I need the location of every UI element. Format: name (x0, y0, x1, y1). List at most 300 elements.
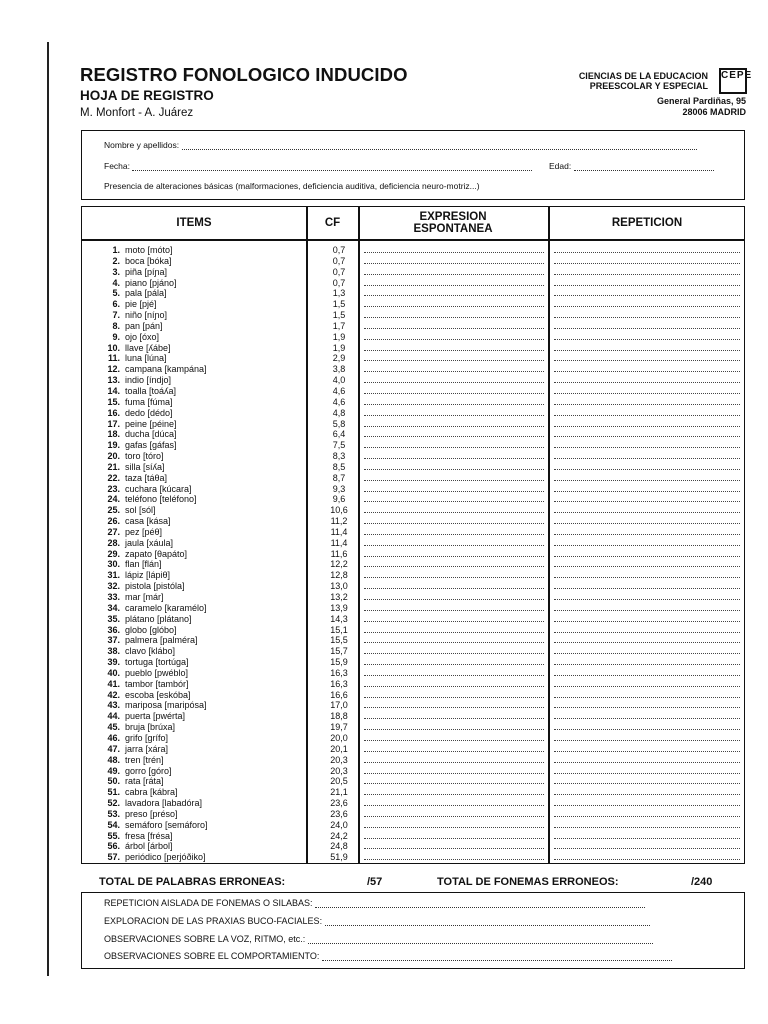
item-word: pie [pjé] (125, 299, 157, 310)
expresion-field[interactable] (364, 697, 544, 698)
repeticion-field[interactable] (554, 415, 740, 416)
expresion-field[interactable] (364, 707, 544, 708)
item-cf: 20,3 (330, 754, 348, 765)
item-word: sol [sól] (125, 505, 156, 516)
expresion-field[interactable] (364, 371, 544, 372)
expresion-field[interactable] (364, 469, 544, 470)
item-number: 25. (107, 505, 120, 516)
item-word: boca [bóka] (125, 255, 172, 266)
item-word: cuchara [kúcara] (125, 483, 192, 494)
col-header-cf: CF (324, 217, 341, 229)
page-margin-line (47, 42, 49, 976)
repeticion-field[interactable] (554, 382, 740, 383)
repeticion-field[interactable] (554, 805, 740, 806)
table-row (82, 733, 744, 744)
item-number: 6. (112, 299, 120, 310)
expresion-field[interactable] (364, 729, 544, 730)
item-number: 9. (112, 331, 120, 342)
item-word: indio [índjo] (125, 375, 172, 386)
expresion-field[interactable] (364, 675, 544, 676)
item-word: tortuga [tortúga] (125, 657, 189, 668)
repeticion-field[interactable] (554, 773, 740, 774)
expresion-field[interactable] (364, 773, 544, 774)
item-word: plátano [plátano] (125, 613, 192, 624)
repeticion-field[interactable] (554, 263, 740, 264)
table-row (82, 787, 744, 798)
expresion-field[interactable] (364, 783, 544, 784)
repeticion-field[interactable] (554, 848, 740, 849)
item-word: periódico [perjóðiko] (125, 852, 206, 863)
item-cf: 9,6 (332, 494, 346, 505)
item-number: 38. (107, 646, 120, 657)
item-word: cabra [kábra] (125, 787, 178, 798)
repeticion-field[interactable] (554, 371, 740, 372)
name-row (104, 140, 697, 150)
item-word: mariposa [maripósa] (125, 700, 207, 711)
repeticion-field[interactable] (554, 686, 740, 687)
table-row (82, 635, 744, 646)
table-row (82, 321, 744, 332)
repeticion-field[interactable] (554, 306, 740, 307)
expresion-field[interactable] (364, 632, 544, 633)
expresion-field[interactable] (364, 491, 544, 492)
repeticion-field[interactable] (554, 469, 740, 470)
item-cf: 15,7 (330, 646, 348, 657)
repeticion-field[interactable] (554, 632, 740, 633)
table-row (82, 711, 744, 722)
expresion-field[interactable] (364, 447, 544, 448)
item-word: luna [lúna] (125, 353, 167, 364)
item-number: 10. (107, 342, 120, 353)
col-header-items: ITEMS (176, 217, 212, 229)
item-word: grifo [grífo] (125, 732, 169, 743)
item-number: 2. (112, 255, 120, 266)
item-number: 43. (107, 700, 120, 711)
table-row (82, 766, 744, 777)
expresion-field[interactable] (364, 686, 544, 687)
repeticion-field[interactable] (554, 285, 740, 286)
repeticion-field[interactable] (554, 360, 740, 361)
repeticion-field[interactable] (554, 610, 740, 611)
repeticion-field[interactable] (554, 491, 740, 492)
table-row (82, 451, 744, 462)
expresion-field[interactable] (364, 523, 544, 524)
table-row (82, 332, 744, 343)
table-row (82, 852, 744, 863)
date-row (104, 161, 532, 171)
table-row (82, 364, 744, 375)
table-row (82, 288, 744, 299)
item-word: lápiz [lápiθ] (125, 570, 171, 581)
expresion-field[interactable] (364, 577, 544, 578)
item-number: 36. (107, 624, 120, 635)
table-row (82, 581, 744, 592)
form-subtitle: HOJA DE REGISTRO (80, 88, 214, 103)
item-word: globo [glóbo] (125, 624, 177, 635)
item-number: 11. (107, 353, 120, 364)
expresion-field[interactable] (364, 610, 544, 611)
expresion-field[interactable] (364, 740, 544, 741)
repeticion-field[interactable] (554, 642, 740, 643)
repeticion-field[interactable] (554, 252, 740, 253)
item-cf: 6,4 (332, 429, 346, 440)
table-row (82, 559, 744, 570)
repeticion-field[interactable] (554, 599, 740, 600)
expresion-field[interactable] (364, 556, 544, 557)
repeticion-field[interactable] (554, 621, 740, 622)
item-number: 54. (107, 819, 120, 830)
repeticion-field[interactable] (554, 859, 740, 860)
item-word: gorro [góro] (125, 765, 172, 776)
table-row (82, 473, 744, 484)
expresion-field[interactable] (364, 718, 544, 719)
repeticion-field[interactable] (554, 664, 740, 665)
expresion-field[interactable] (364, 588, 544, 589)
table-row (82, 256, 744, 267)
item-number: 52. (107, 798, 120, 809)
repeticion-field[interactable] (554, 534, 740, 535)
expresion-field[interactable] (364, 859, 544, 860)
table-row (82, 538, 744, 549)
item-cf: 4,0 (332, 375, 346, 386)
expresion-field[interactable] (364, 263, 544, 264)
item-cf: 5,8 (332, 418, 346, 429)
header-divider (82, 239, 744, 241)
item-cf: 1,9 (332, 342, 346, 353)
table-row (82, 646, 744, 657)
item-word: bruja [brúxa] (125, 722, 176, 733)
item-cf: 8,7 (332, 472, 346, 483)
table-row (82, 375, 744, 386)
repeticion-field[interactable] (554, 751, 740, 752)
item-cf: 14,3 (330, 613, 348, 624)
observation-field[interactable] (325, 917, 650, 926)
item-word: taza [táθa] (125, 472, 168, 483)
item-cf: 15,9 (330, 657, 348, 668)
table-row (82, 245, 744, 256)
item-cf: 20,5 (330, 776, 348, 787)
item-cf: 24,0 (330, 819, 348, 830)
expresion-field[interactable] (364, 501, 544, 502)
alterations-row (104, 181, 480, 191)
table-row (82, 744, 744, 755)
table-row (82, 820, 744, 831)
expresion-field[interactable] (364, 599, 544, 600)
table-row (82, 625, 744, 636)
item-cf: 20,0 (330, 732, 348, 743)
expresion-field[interactable] (364, 664, 544, 665)
date-field[interactable] (132, 162, 532, 171)
expresion-field[interactable] (364, 382, 544, 383)
col-header-expresion: EXPRESION ESPONTANEA (413, 211, 493, 235)
totals-row (99, 876, 739, 892)
item-word: puerta [pwérta] (125, 711, 186, 722)
expresion-field[interactable] (364, 360, 544, 361)
item-number: 22. (107, 472, 120, 483)
item-cf: 1,9 (332, 331, 346, 342)
item-cf: 11,4 (330, 537, 348, 548)
repeticion-field[interactable] (554, 653, 740, 654)
item-number: 39. (107, 657, 120, 668)
item-word: preso [préso] (125, 808, 178, 819)
item-cf: 8,5 (332, 461, 346, 472)
item-number: 42. (107, 689, 120, 700)
repeticion-field[interactable] (554, 339, 740, 340)
total-words-max: /57 (367, 876, 383, 888)
table-row (82, 440, 744, 451)
item-number: 19. (107, 440, 120, 451)
item-number: 24. (107, 494, 120, 505)
name-field[interactable] (182, 141, 697, 150)
repeticion-field[interactable] (554, 317, 740, 318)
item-cf: 16,3 (330, 667, 348, 678)
expresion-field[interactable] (364, 285, 544, 286)
repeticion-field[interactable] (554, 707, 740, 708)
repeticion-field[interactable] (554, 718, 740, 719)
observation-line (104, 916, 650, 926)
table-row (82, 267, 744, 278)
repeticion-field[interactable] (554, 458, 740, 459)
publisher-name (579, 71, 708, 91)
repeticion-field[interactable] (554, 675, 740, 676)
expresion-field[interactable] (364, 339, 544, 340)
table-row (82, 690, 744, 701)
item-number: 7. (112, 310, 120, 321)
item-word: piano [pjáno] (125, 277, 177, 288)
item-cf: 4,8 (332, 407, 346, 418)
item-word: moto [móto] (125, 245, 173, 255)
table-row (82, 299, 744, 310)
expresion-field[interactable] (364, 751, 544, 752)
item-word: pala [pála] (125, 288, 167, 299)
table-row (82, 494, 744, 505)
expresion-field[interactable] (364, 252, 544, 253)
repeticion-field[interactable] (554, 827, 740, 828)
item-cf: 15,5 (330, 635, 348, 646)
repeticion-field[interactable] (554, 740, 740, 741)
item-number: 44. (107, 711, 120, 722)
table-row (82, 353, 744, 364)
expresion-field[interactable] (364, 436, 544, 437)
item-word: pan [pán] (125, 320, 163, 331)
expresion-field[interactable] (364, 805, 544, 806)
item-number: 12. (107, 364, 120, 375)
expresion-field[interactable] (364, 653, 544, 654)
table-row (82, 722, 744, 733)
publisher-address (657, 96, 746, 118)
expresion-field[interactable] (364, 762, 544, 763)
repeticion-field[interactable] (554, 523, 740, 524)
item-cf: 23,6 (330, 808, 348, 819)
expresion-field[interactable] (364, 328, 544, 329)
expresion-field[interactable] (364, 816, 544, 817)
expresion-field[interactable] (364, 545, 544, 546)
expresion-field[interactable] (364, 848, 544, 849)
item-number: 32. (107, 581, 120, 592)
observation-field[interactable] (308, 935, 653, 944)
table-row (82, 657, 744, 668)
repeticion-field[interactable] (554, 729, 740, 730)
item-cf: 3,8 (332, 364, 346, 375)
expresion-field[interactable] (364, 393, 544, 394)
repeticion-field[interactable] (554, 447, 740, 448)
item-cf: 19,7 (330, 722, 348, 733)
expresion-field[interactable] (364, 827, 544, 828)
expresion-field[interactable] (364, 415, 544, 416)
item-cf: 10,6 (330, 505, 348, 516)
expresion-field[interactable] (364, 534, 544, 535)
address-line-1: General Pardiñas, 95 (656, 96, 746, 106)
expresion-field[interactable] (364, 295, 544, 296)
expresion-field[interactable] (364, 642, 544, 643)
repeticion-field[interactable] (554, 436, 740, 437)
expresion-field[interactable] (364, 480, 544, 481)
repeticion-field[interactable] (554, 512, 740, 513)
table-row (82, 397, 744, 408)
item-number: 5. (112, 288, 120, 299)
item-word: pez [péθ] (125, 526, 163, 537)
item-word: gafas [gáfas] (125, 440, 177, 451)
age-field[interactable] (574, 162, 714, 171)
publisher-line-2: PREESCOLAR Y ESPECIAL (589, 81, 708, 91)
item-cf: 9,3 (332, 483, 346, 494)
expresion-field[interactable] (364, 274, 544, 275)
repeticion-field[interactable] (554, 566, 740, 567)
table-row (82, 516, 744, 527)
observation-field[interactable] (315, 899, 645, 908)
repeticion-field[interactable] (554, 697, 740, 698)
expresion-field[interactable] (364, 350, 544, 351)
repeticion-field[interactable] (554, 794, 740, 795)
expresion-field[interactable] (364, 426, 544, 427)
repeticion-field[interactable] (554, 838, 740, 839)
form-header (80, 64, 753, 124)
table-row (82, 408, 744, 419)
item-number: 1. (112, 245, 120, 255)
item-number: 40. (107, 667, 120, 678)
item-word: toro [tóro] (125, 451, 164, 462)
table-row (82, 700, 744, 711)
item-number: 20. (107, 451, 120, 462)
item-number: 28. (107, 537, 120, 548)
item-number: 16. (107, 407, 120, 418)
table-row (82, 831, 744, 842)
table-row (82, 484, 744, 495)
expresion-field[interactable] (364, 794, 544, 795)
item-word: piña [píɲa] (125, 266, 168, 277)
repeticion-field[interactable] (554, 816, 740, 817)
observation-label: REPETICION AISLADA DE FONEMAS O SILABAS: (104, 898, 313, 908)
item-word: peine [péine] (125, 418, 177, 429)
table-row (82, 603, 744, 614)
items-table (81, 206, 745, 864)
table-row (82, 668, 744, 679)
repeticion-field[interactable] (554, 350, 740, 351)
item-number: 14. (107, 385, 120, 396)
table-row (82, 679, 744, 690)
repeticion-field[interactable] (554, 783, 740, 784)
expresion-field[interactable] (364, 512, 544, 513)
item-number: 33. (107, 592, 120, 602)
item-cf: 0,7 (332, 277, 346, 288)
repeticion-field[interactable] (554, 295, 740, 296)
item-word: rata [ráta] (125, 776, 164, 787)
item-cf: 0,7 (332, 245, 346, 255)
name-label: Nombre y apellidos: (104, 140, 180, 150)
item-word: pistola [pistóla] (125, 581, 185, 592)
item-word: tambor [tambór] (125, 678, 189, 689)
repeticion-field[interactable] (554, 501, 740, 502)
observation-field[interactable] (322, 952, 672, 961)
item-number: 45. (107, 722, 120, 733)
table-row (82, 343, 744, 354)
observation-line (104, 934, 653, 944)
item-cf: 13,2 (330, 592, 348, 602)
repeticion-field[interactable] (554, 426, 740, 427)
publisher-logo: CEPE (719, 68, 747, 94)
item-cf: 12,8 (330, 570, 348, 581)
repeticion-field[interactable] (554, 480, 740, 481)
item-word: zapato [θapáto] (125, 548, 188, 559)
item-cf: 1,5 (332, 310, 346, 321)
repeticion-field[interactable] (554, 545, 740, 546)
expresion-field[interactable] (364, 317, 544, 318)
item-cf: 23,6 (330, 798, 348, 809)
repeticion-field[interactable] (554, 404, 740, 405)
observation-line (104, 951, 672, 961)
date-label: Fecha: (104, 161, 130, 171)
expresion-field[interactable] (364, 838, 544, 839)
repeticion-field[interactable] (554, 328, 740, 329)
repeticion-field[interactable] (554, 393, 740, 394)
item-number: 15. (107, 396, 120, 407)
address-line-2: 28006 MADRID (682, 107, 746, 117)
item-cf: 1,5 (332, 299, 346, 310)
repeticion-field[interactable] (554, 556, 740, 557)
expresion-field[interactable] (364, 458, 544, 459)
table-row (82, 570, 744, 581)
item-number: 26. (107, 516, 120, 527)
item-cf: 8,3 (332, 451, 346, 462)
item-word: ojo [óxo] (125, 331, 160, 342)
repeticion-field[interactable] (554, 762, 740, 763)
repeticion-field[interactable] (554, 274, 740, 275)
item-word: palmera [palméra] (125, 635, 198, 646)
table-row (82, 809, 744, 820)
repeticion-field[interactable] (554, 577, 740, 578)
item-word: silla [síʎa] (125, 461, 165, 472)
repeticion-field[interactable] (554, 588, 740, 589)
table-row (82, 527, 744, 538)
alterations-label: Presencia de alteraciones básicas (malformaciones, deficiencia auditiva, deficiencia neuro-motriz...) (104, 181, 480, 191)
item-word: árbol [árbol] (125, 841, 173, 852)
col-header-repeticion: REPETICION (611, 217, 683, 229)
age-row (549, 161, 714, 171)
expresion-field[interactable] (364, 621, 544, 622)
item-word: clavo [klábo] (125, 646, 176, 657)
observations-box (81, 892, 745, 969)
expresion-field[interactable] (364, 566, 544, 567)
table-row (82, 614, 744, 625)
item-cf: 1,7 (332, 320, 346, 331)
items-rows (82, 245, 744, 863)
item-cf: 17,0 (330, 700, 348, 711)
expresion-field[interactable] (364, 306, 544, 307)
item-cf: 16,3 (330, 678, 348, 689)
expresion-field[interactable] (364, 404, 544, 405)
total-phonemes-label: TOTAL DE FONEMAS ERRONEOS: (437, 876, 619, 888)
item-number: 57. (107, 852, 120, 863)
